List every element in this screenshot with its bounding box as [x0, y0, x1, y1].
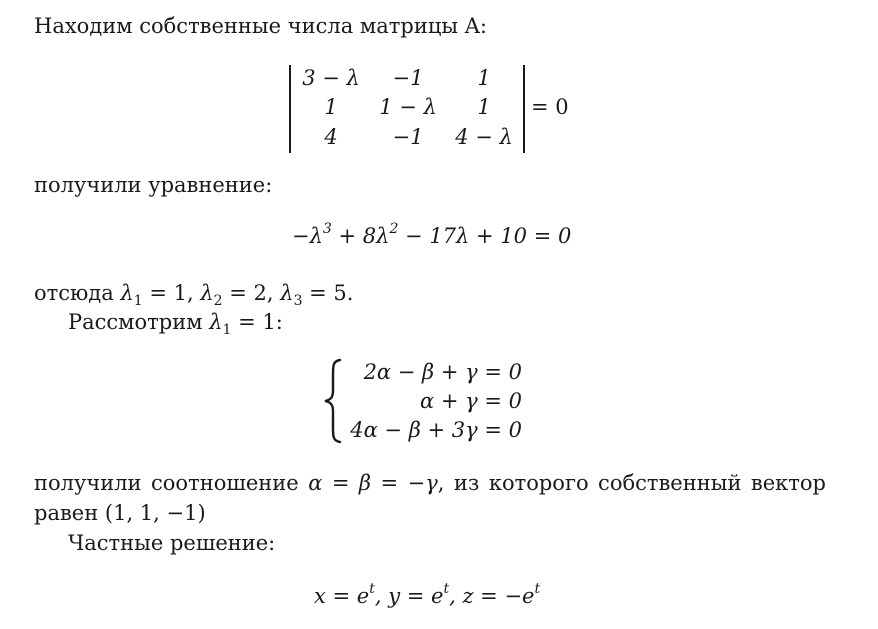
lambda-symbol: λ — [280, 281, 294, 305]
eigenvalue: = 5. — [302, 281, 354, 305]
system-equation: α + γ = 0 — [420, 389, 522, 413]
eigenvalue: = 1: — [231, 310, 283, 334]
solution-exponent: t — [534, 581, 541, 597]
lambda-index: 1 — [133, 293, 143, 310]
matrix-cell: −1 — [392, 66, 424, 90]
lambda-index: 2 — [213, 293, 223, 310]
eq-term: −λ — [292, 224, 323, 248]
equation-intro: получили уравнение: — [34, 173, 273, 197]
eq-power: 3 — [322, 221, 332, 237]
determinant-rhs: = 0 — [531, 95, 569, 119]
system-equation: 4α − β + 3γ = 0 — [350, 418, 522, 442]
matrix-cell: 1 — [477, 95, 491, 119]
solution-exponent: t — [443, 581, 450, 597]
eq-power: 2 — [389, 221, 399, 237]
eq-term: + 8λ — [331, 224, 390, 248]
system-equation: 2α − β + γ = 0 — [363, 360, 522, 384]
solution-term: , y = e — [374, 584, 444, 608]
lambda-index: 1 — [222, 322, 232, 339]
matrix-cell: 1 — [477, 66, 491, 90]
relation-text: , из которого собственный вектор равен — [34, 471, 826, 525]
lambda-symbol: λ — [209, 310, 223, 334]
eigenvalues-prefix: отсюда — [34, 281, 121, 305]
relation-text: получили соотношение — [34, 471, 309, 495]
solution-term: x = e — [314, 584, 370, 608]
matrix-cell: 4 — [324, 125, 338, 149]
matrix-cell: 3 − λ — [302, 66, 360, 90]
solution-term: , z = −e — [449, 584, 535, 608]
matrix-cell: 1 − λ — [379, 95, 437, 119]
consider-line — [68, 310, 283, 339]
matrix-cell: −1 — [392, 125, 424, 149]
matrix-cell: 4 − λ — [455, 125, 513, 149]
solution-exponent: t — [369, 581, 375, 597]
relation-math: α = β = −γ — [308, 471, 438, 495]
eigenvalue: = 1, — [142, 281, 201, 305]
eigenvector: (1, 1, −1) — [104, 501, 206, 525]
intro-text: Находим собственные числа матрицы A: — [34, 14, 487, 38]
lambda-index: 3 — [293, 293, 303, 310]
eigenvalues-line — [34, 281, 354, 310]
eq-term: − 17λ + 10 = 0 — [398, 224, 572, 248]
lambda-symbol: λ — [200, 281, 214, 305]
matrix-cell: 1 — [324, 95, 338, 119]
particular-solution-intro: Частные решение: — [68, 531, 276, 555]
relation-paragraph — [34, 468, 826, 528]
lambda-symbol: λ — [120, 281, 134, 305]
particular-solution — [314, 581, 541, 608]
consider-prefix: Рассмотрим — [68, 310, 210, 334]
characteristic-equation — [292, 221, 572, 248]
eigenvalue: = 2, — [222, 281, 281, 305]
